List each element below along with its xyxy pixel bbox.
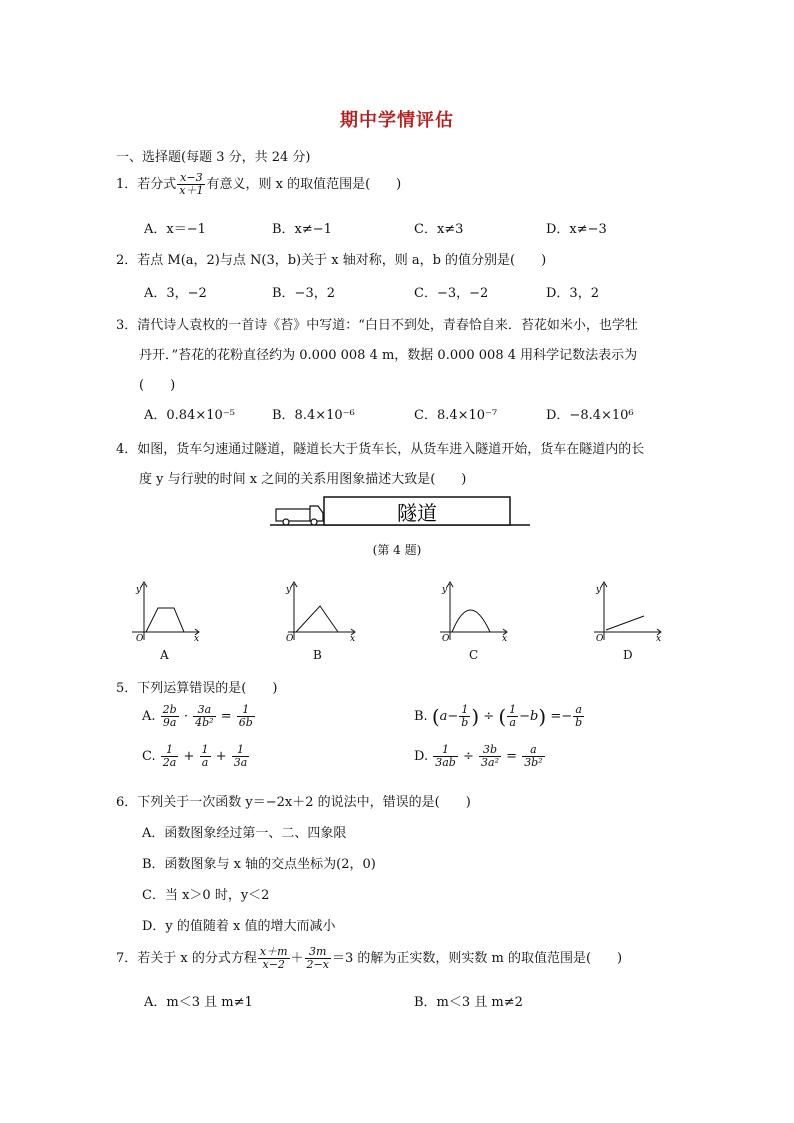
graph-c [436, 578, 512, 642]
q6-option-b: B．函数图象与 x 轴的交点坐标为(2，0) [142, 857, 376, 872]
figure-4-caption: (第 4 题) [372, 543, 422, 557]
x-axis-label: x [350, 634, 356, 642]
q1-option-b: B．x≠−1 [272, 222, 332, 237]
denominator: 3a² [481, 756, 499, 769]
option-letter: A. [142, 709, 156, 724]
denominator: x−2 [262, 958, 285, 971]
section-heading: 一、选择题(每题 3 分，共 24 分) [116, 150, 311, 165]
operator: · [183, 709, 188, 724]
graph-c-label: C [469, 648, 479, 662]
q5-option-c [142, 744, 250, 769]
q6-option-a: A．函数图象经过第一、二、四象限 [142, 826, 347, 841]
q6-option-d: D．y 的值随着 x 值的增大而减小 [142, 919, 336, 934]
graph-a [128, 578, 204, 642]
numerator: 2b [162, 703, 177, 716]
q2-option-d: D．3，2 [546, 286, 599, 301]
numerator: 1 [232, 744, 250, 757]
y-axis-label: y [442, 585, 448, 595]
operator: ＋ [290, 951, 304, 966]
q1-numerator: x−3 [177, 172, 205, 185]
q1-denominator: x＋1 [179, 184, 204, 197]
question-4-line-2: 度 y 与行驶的时间 x 之间的关系用图象描述大致是( ) [139, 472, 467, 487]
graph-d-label: D [623, 648, 633, 662]
graph-a-label: A [160, 648, 169, 662]
numerator: 1 [459, 704, 470, 717]
numerator: a [573, 704, 584, 717]
term: a− [439, 709, 459, 724]
question-3-line-2: 丹开．”苔花的花粉直径约为 0.000 008 4 m，数据 0.000 008 4 用科学记数法表示为 [139, 348, 638, 363]
operator: = [506, 749, 518, 764]
numerator: 1 [509, 703, 517, 716]
graph-b [284, 578, 360, 642]
numerator: x＋m [259, 945, 288, 958]
y-axis-label: y [596, 585, 602, 595]
denominator: b [461, 716, 469, 729]
q7-option-b: B．m＜3 且 m≠2 [414, 995, 523, 1010]
operator: =− [550, 709, 573, 724]
x-axis-label: x [194, 634, 200, 642]
q7-stem-pre: 7．若关于 x 的分式方程 [116, 951, 257, 966]
operator: ÷ [483, 709, 495, 724]
graph-d [590, 578, 666, 642]
q5-option-b: B. (a− $\frac{1}{b}$ ) ÷ ( $\frac{1}{a}$ −b) =− $\frac{a}{b}$ [414, 703, 583, 729]
operator: + [183, 749, 195, 764]
x-axis-label: x [656, 634, 662, 642]
denominator: 9a [162, 716, 177, 729]
tunnel-label: 隧道 [397, 501, 437, 525]
option-letter: B. [414, 709, 428, 724]
numerator: 3a [193, 704, 215, 717]
numerator: 1 [433, 744, 458, 757]
q3-option-c: C．8.4×10⁻⁷ [414, 408, 498, 423]
question-6: 6．下列关于一次函数 y＝−2x＋2 的说法中，错误的是( ) [116, 795, 471, 810]
graph-b-label: B [313, 648, 322, 662]
graph-b-curve [296, 606, 338, 632]
denominator: 2a [162, 756, 177, 769]
q1-stem-post: 有意义，则 x 的取值范围是( ) [206, 177, 402, 192]
q3-option-d: D．−8.4×10⁶ [546, 408, 634, 423]
truck-icon [276, 506, 323, 525]
denominator: 3a [233, 756, 248, 769]
page-title: 期中学情评估 [340, 110, 454, 131]
numerator: 1 [237, 704, 255, 717]
graph-d-curve [606, 616, 644, 630]
origin-label: O [596, 634, 604, 642]
denominator: b [575, 716, 583, 729]
question-2: 2．若点 M(a，2)与点 N(3，b)关于 x 轴对称，则 a，b 的值分别是( ) [116, 253, 547, 268]
q1-option-c: C．x≠3 [414, 222, 464, 237]
numerator: 1 [201, 743, 209, 756]
y-axis-label: y [136, 585, 142, 595]
q1-option-a: A．x＝−1 [144, 222, 206, 237]
denominator: 4b² [195, 716, 214, 729]
origin-label: O [286, 634, 294, 642]
question-3-line-3: ( ) [139, 378, 176, 393]
q5-option-d [414, 744, 546, 769]
q1-fraction [177, 172, 205, 197]
operator: + [215, 749, 227, 764]
option-letter: C. [142, 749, 156, 764]
q6-option-c: C．当 x＞0 时，y＜2 [142, 888, 270, 903]
q7-option-a: A．m＜3 且 m≠1 [144, 995, 253, 1010]
numerator: 1 [161, 744, 179, 757]
denominator: 6b [238, 716, 253, 729]
q5-option-a [142, 704, 256, 729]
tunnel-figure [270, 494, 530, 530]
denominator: 3b² [524, 756, 543, 769]
q2-option-a: A．3，−2 [144, 286, 207, 301]
operator: = [220, 709, 232, 724]
denominator: a [509, 716, 516, 729]
q1-stem-pre: 1．若分式 [116, 177, 177, 192]
option-letter: D. [414, 749, 429, 764]
question-4-line-1: 4．如图，货车匀速通过隧道，隧道长大于货车长，从货车进入隧道开始，货车在隧道内的长 [116, 442, 645, 457]
q7-stem-post: ＝3 的解为正实数，则实数 m 的取值范围是( ) [331, 951, 623, 966]
q1-option-d: D．x≠−3 [546, 222, 607, 237]
x-axis-label: x [502, 634, 508, 642]
operator: ÷ [462, 749, 474, 764]
origin-label: O [136, 634, 144, 642]
denominator: 3ab [435, 756, 456, 769]
numerator: a [522, 744, 544, 757]
denominator: a [201, 756, 209, 769]
numerator: 3m [305, 946, 331, 959]
q2-option-c: C．−3，−2 [414, 286, 489, 301]
q3-option-b: B．8.4×10⁻⁶ [272, 408, 355, 423]
question-5: 5．下列运算错误的是( ) [116, 681, 278, 696]
y-axis-label: y [286, 585, 292, 595]
question-7 [116, 946, 622, 971]
question-3-line-1: 3．清代诗人袁枚的一首诗《苔》中写道：“白日不到处，青春恰自来．苔花如米小，也学牡 [116, 318, 638, 333]
graph-a-curve [146, 608, 184, 632]
numerator: 3b [479, 744, 501, 757]
denominator: 2−x [306, 958, 329, 971]
term: −b [519, 709, 539, 724]
question-1 [116, 172, 401, 197]
q2-option-b: B．−3，2 [272, 286, 335, 301]
origin-label: O [442, 634, 450, 642]
q3-option-a: A．0.84×10⁻⁵ [144, 408, 235, 423]
graph-c-curve [452, 610, 490, 632]
